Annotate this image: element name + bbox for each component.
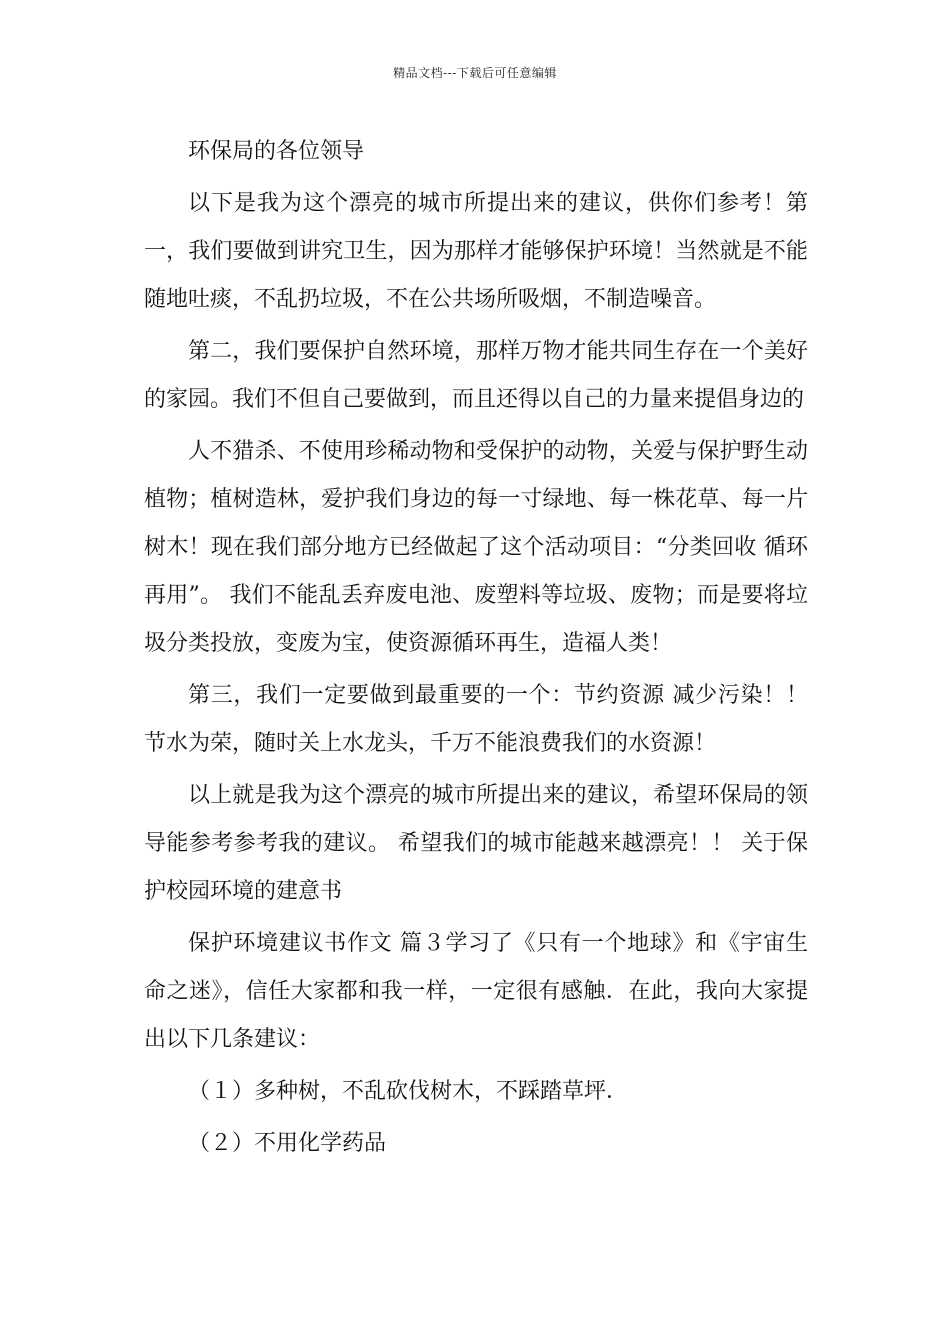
paragraph-1: 以下是我为这个漂亮的城市所提出来的建议，供你们参考！第一，我们要做到讲究卫生，因为那样才能够保护环境！当然就是不能随地吐痰，不乱扔垃圾，不在公共场所吸烟，不制造噪音。 <box>144 191 808 312</box>
paragraph-2: 第二，我们要保护自然环境，那样万物才能共同生存在一个美好的家园。我们不但自己要做到，而且还得以自己的力量来提倡身边的 <box>144 339 808 412</box>
page-header: 精品文档---下载后可任意编辑 <box>393 66 557 80</box>
paragraph-3: 人不猎杀、不使用珍稀动物和受保护的动物，关爱与保护野生动植物；植树造林，爱护我们身边的每一寸绿地、每一株花草、每一片树木！现在我们部分地方已经做起了这个活动项目：“分类回收 循环再用”。 我们不能乱丢弃废电池、废塑料等垃圾、废物；而是要将垃圾分类投放，变废为宝，使资源循环再生，造福人类！ <box>144 439 808 656</box>
paragraph-4: 第三，我们一定要做到最重要的一个：节约资源 减少污染！！节水为荣，随时关上水龙头，千万不能浪费我们的水资源！ <box>144 683 808 756</box>
paragraph-6: 保护环境建议书作文 篇３学习了《只有一个地球》和《宇宙生命之迷》，信任大家都和我一样，一定很有感触．在此，我向大家提出以下几条建议： <box>144 931 808 1052</box>
document-body <box>144 128 808 1172</box>
list-item-2: （２）不用化学药品 <box>188 1131 387 1156</box>
list-item-1: （１）多种树，不乱砍伐树木，不踩踏草坪． <box>188 1079 629 1104</box>
paragraph-5: 以上就是我为这个漂亮的城市所提出来的建议，希望环保局的领导能参考参考我的建议。 希望我们的城市能越来越漂亮！！ 关于保护校园环境的建意书 <box>144 783 808 904</box>
salutation: 环保局的各位领导 <box>188 139 365 164</box>
